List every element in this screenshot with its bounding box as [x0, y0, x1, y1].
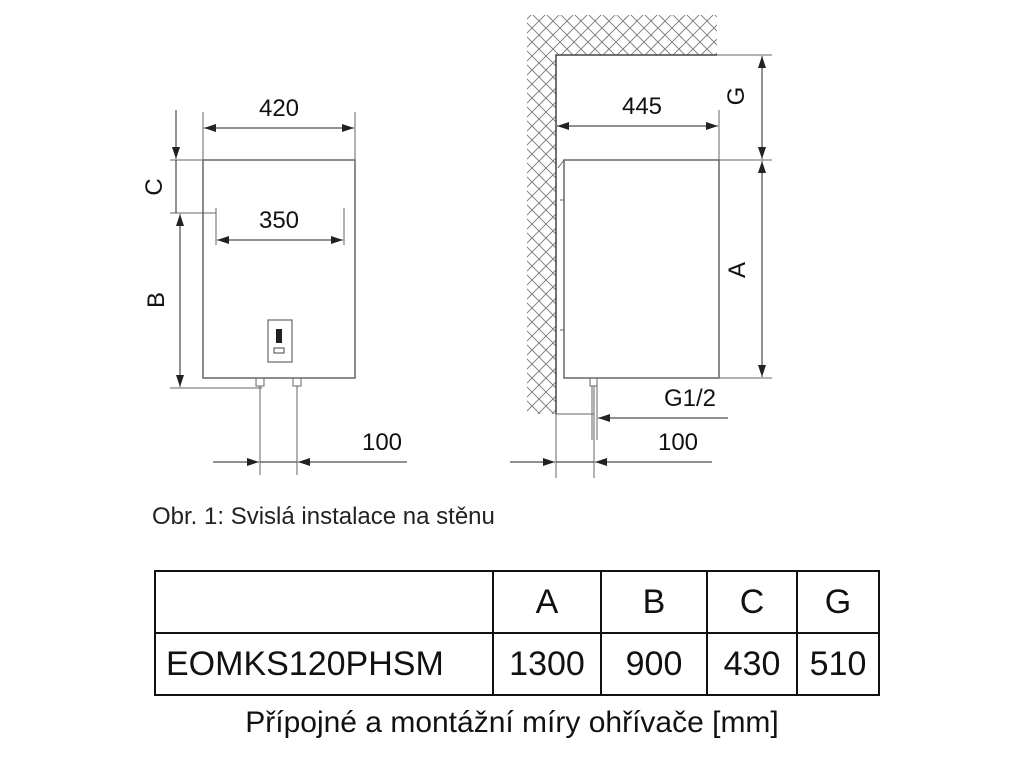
dim-pipe-label-side: 100 — [657, 429, 699, 456]
table-row — [155, 633, 879, 695]
dim-inner-label: 350 — [258, 207, 300, 234]
table-header-cell: B — [601, 571, 707, 633]
connection-label: G1/2 — [663, 385, 717, 412]
table-cell: 1300 — [493, 633, 601, 695]
dim-width-label: 420 — [258, 95, 300, 122]
dim-depth-label: 445 — [621, 93, 663, 120]
table-caption: Přípojné a montážní míry ohřívače [mm] — [245, 706, 779, 739]
dim-pipe-label-front: 100 — [361, 429, 403, 456]
table-cell: 900 — [601, 633, 707, 695]
dim-b-label: B — [143, 291, 170, 309]
figure-caption: Obr. 1: Svislá instalace na stěnu — [152, 503, 495, 530]
front-view — [141, 95, 407, 475]
dim-c-label: C — [141, 178, 168, 196]
table-header-cell: G — [797, 571, 879, 633]
table-header-row — [155, 571, 879, 633]
table-cell: 430 — [707, 633, 797, 695]
side-view — [510, 15, 772, 478]
table-cell-model: EOMKS120PHSM — [155, 633, 493, 695]
table-header-cell: A — [493, 571, 601, 633]
heater-body-side — [564, 160, 719, 378]
dim-g-label: G — [723, 86, 750, 106]
table-header-cell: C — [707, 571, 797, 633]
table-header-cell — [155, 571, 493, 633]
dimensions-table — [154, 570, 880, 696]
dim-a-label: A — [724, 261, 751, 279]
heater-body-front — [203, 160, 355, 378]
table-cell: 510 — [797, 633, 879, 695]
